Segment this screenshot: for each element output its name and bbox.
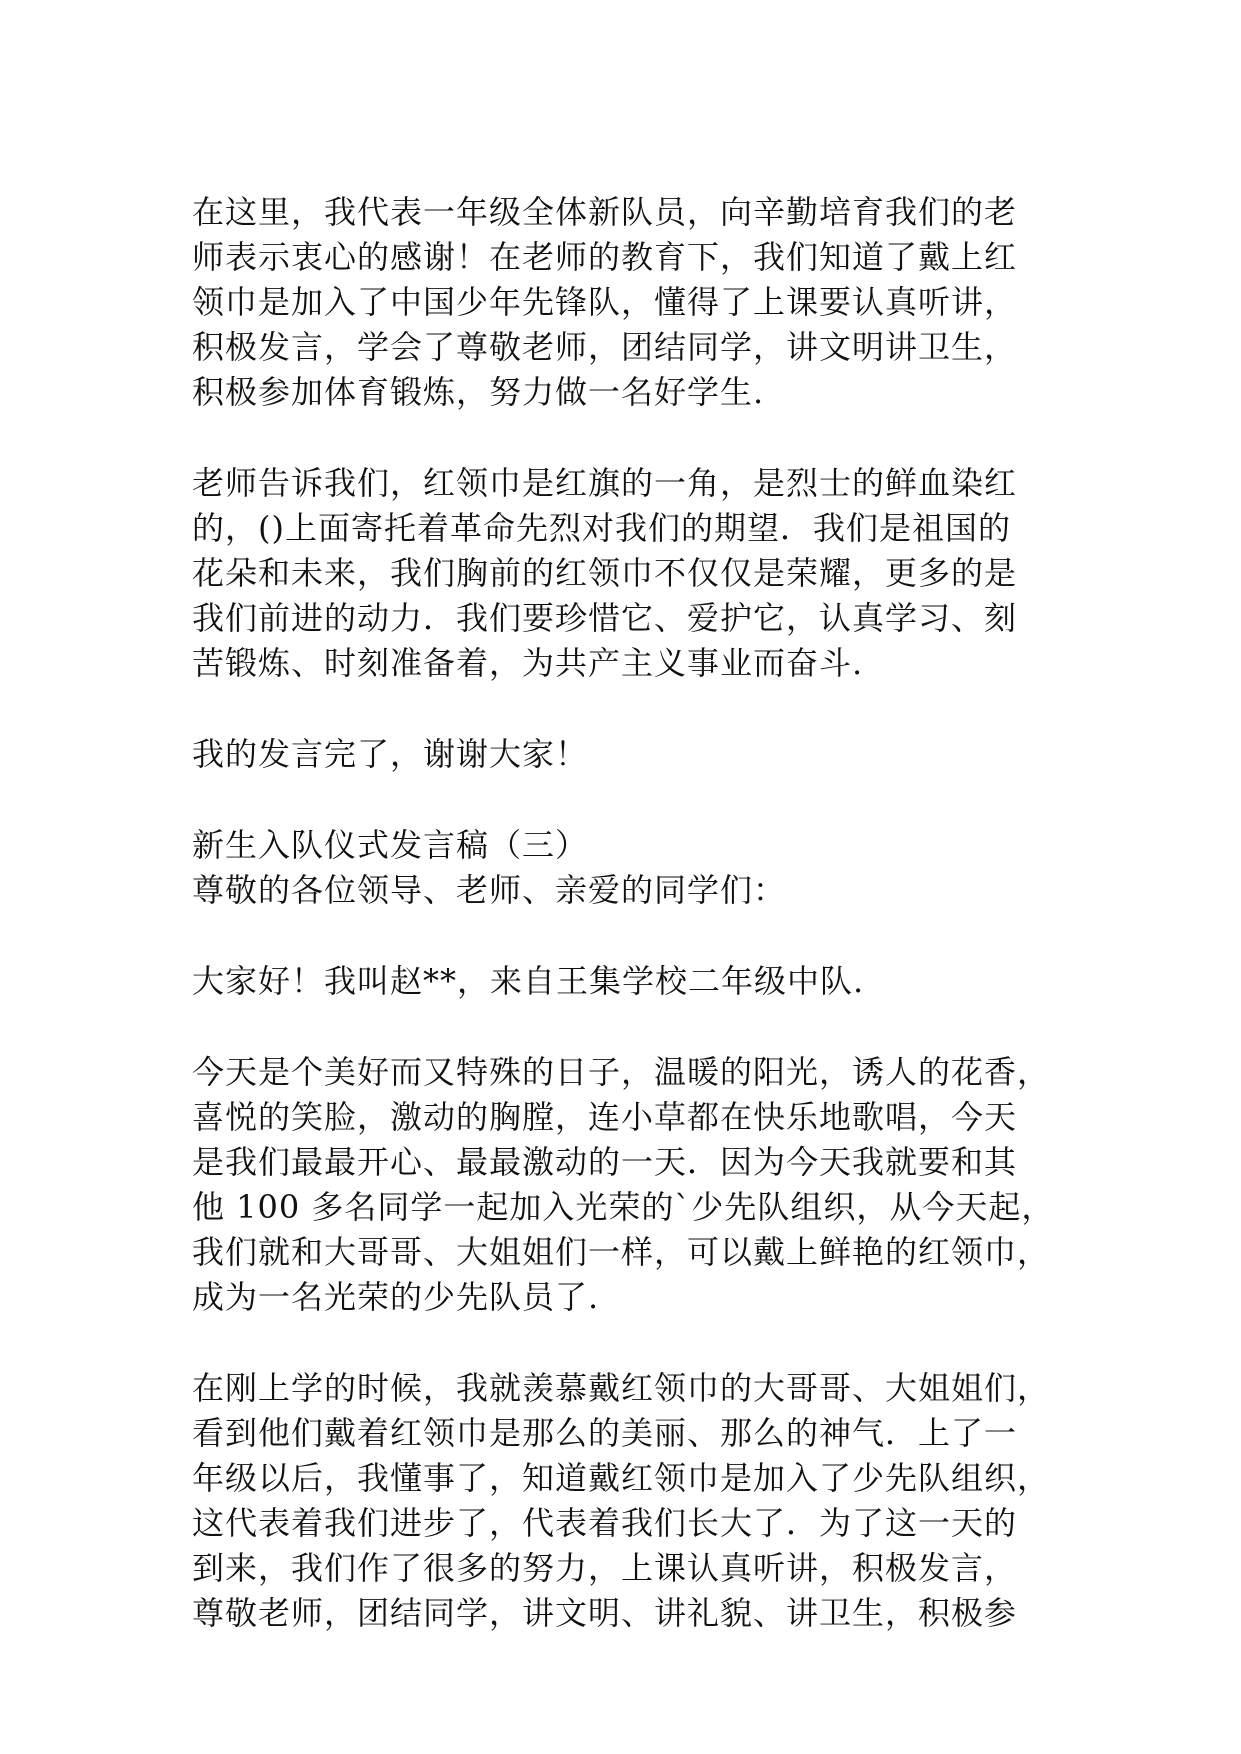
text-line: 师表示衷心的感谢！在老师的教育下，我们知道了戴上红 bbox=[192, 238, 1018, 276]
text-line: 积极参加体育锻炼，努力做一名好学生. bbox=[192, 373, 765, 411]
document-body bbox=[192, 190, 1055, 1636]
text-line: 苦锻炼、时刻准备着，为共产主义事业而奋斗. bbox=[192, 644, 864, 682]
text-line: 积极发言，学会了尊敬老师，团结同学，讲文明讲卫生， bbox=[192, 328, 1018, 366]
text-line: 今天是个美好而又特殊的日子，温暖的阳光，诱人的花香， bbox=[192, 1053, 1051, 1091]
text-line: 大家好！我叫赵**，来自王集学校二年级中队. bbox=[192, 962, 865, 1000]
text-line: 看到他们戴着红领巾是那么的美丽、那么的神气．上了一 bbox=[192, 1414, 1018, 1452]
section-title: 新生入队仪式发言稿（三） bbox=[192, 826, 589, 864]
text-line: 到来，我们作了很多的努力，上课认真听讲，积极发言， bbox=[192, 1549, 1018, 1587]
paragraph-special-day bbox=[192, 1050, 1055, 1320]
text-line: 这代表着我们进步了，代表着我们长大了．为了这一天的 bbox=[192, 1504, 1018, 1542]
text-line: 年级以后，我懂事了，知道戴红领巾是加入了少先队组织， bbox=[192, 1459, 1051, 1497]
paragraph-admiration bbox=[192, 1366, 1052, 1636]
text-line: 成为一名光荣的少先队员了. bbox=[192, 1278, 600, 1316]
text-line: 在这里，我代表一年级全体新队员，向辛勤培育我们的老 bbox=[192, 193, 1018, 231]
text-line: 老师告诉我们，红领巾是红旗的一角，是烈士的鲜血染红 bbox=[192, 464, 1018, 502]
text-line: 我的发言完了，谢谢大家！ bbox=[192, 735, 589, 773]
text-line: 他 100 多名同学一起加入光荣的`少先队组织，从今天起， bbox=[192, 1188, 1055, 1226]
text-line: 的，()上面寄托着革命先烈对我们的期望．我们是祖国的 bbox=[192, 509, 1011, 547]
text-line: 我们就和大哥哥、大姐姐们一样，可以戴上鲜艳的红领巾， bbox=[192, 1233, 1051, 1271]
paragraph-greeting bbox=[192, 959, 1052, 1004]
salutation: 尊敬的各位领导、老师、亲爱的同学们： bbox=[192, 871, 787, 909]
paragraph-thanks bbox=[192, 190, 1052, 415]
text-line: 尊敬老师，团结同学，讲文明、讲礼貌、讲卫生，积极参 bbox=[192, 1594, 1018, 1632]
paragraph-closing bbox=[192, 732, 1052, 777]
text-line: 领巾是加入了中国少年先锋队，懂得了上课要认真听讲， bbox=[192, 283, 1018, 321]
paragraph-red-scarf bbox=[192, 461, 1052, 686]
text-line: 花朵和未来，我们胸前的红领巾不仅仅是荣耀，更多的是 bbox=[192, 554, 1018, 592]
text-line: 是我们最最开心、最最激动的一天．因为今天我就要和其 bbox=[192, 1143, 1018, 1181]
text-line: 我们前进的动力．我们要珍惜它、爱护它，认真学习、刻 bbox=[192, 599, 1018, 637]
section-heading bbox=[192, 823, 1052, 913]
text-line: 喜悦的笑脸，激动的胸膛，连小草都在快乐地歌唱，今天 bbox=[192, 1098, 1018, 1136]
text-line: 在刚上学的时候，我就羡慕戴红领巾的大哥哥、大姐姐们， bbox=[192, 1369, 1051, 1407]
